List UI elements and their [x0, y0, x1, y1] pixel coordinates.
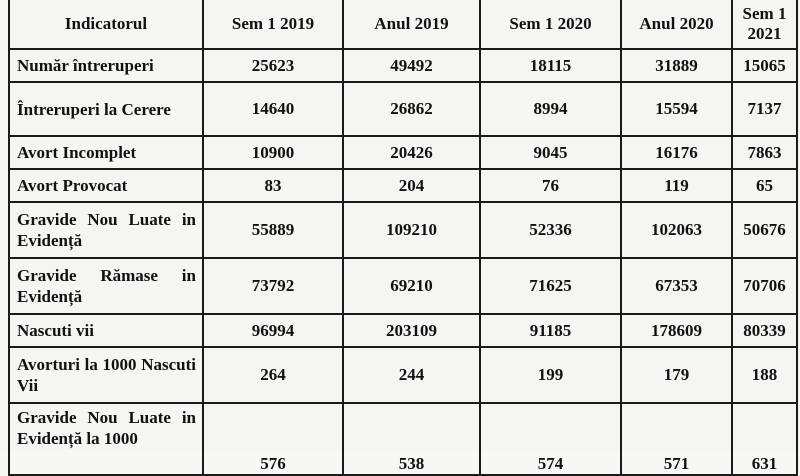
table-cell: 8994 — [480, 82, 621, 136]
table-cell: 244 — [343, 347, 480, 403]
col-header-year-2019: Anul 2019 — [343, 0, 480, 49]
table-cell: 76 — [480, 169, 621, 202]
table-cell: 188 — [732, 347, 797, 403]
table-cell: 31889 — [621, 49, 732, 82]
table-row — [9, 169, 797, 202]
table-cell: 25623 — [203, 49, 343, 82]
col-header-indicator: Indicatorul — [9, 0, 203, 49]
table-cell: 67353 — [621, 258, 732, 314]
table-cell: 179 — [621, 347, 732, 403]
table-cell: 10900 — [203, 136, 343, 169]
table-cell: 15594 — [621, 82, 732, 136]
table-cell: 80339 — [732, 314, 797, 347]
table-row — [9, 136, 797, 169]
table-cell: 631 — [732, 403, 797, 475]
col-header-sem1-2020: Sem 1 2020 — [480, 0, 621, 49]
row-label: Gravide Nou Luate in Evidență la 1000 — [9, 403, 203, 475]
table-cell: 55889 — [203, 202, 343, 258]
table-cell: 9045 — [480, 136, 621, 169]
table-cell: 65 — [732, 169, 797, 202]
table-cell: 204 — [343, 169, 480, 202]
indicators-table — [8, 0, 798, 476]
table-cell: 73792 — [203, 258, 343, 314]
table-cell: 264 — [203, 347, 343, 403]
table-cell: 14640 — [203, 82, 343, 136]
row-label: Număr întreruperi — [9, 49, 203, 82]
table-cell: 199 — [480, 347, 621, 403]
row-label: Întreruperi la Cerere — [9, 82, 203, 136]
table-cell: 119 — [621, 169, 732, 202]
row-label: Avort Provocat — [9, 169, 203, 202]
row-label: Nascuti vii — [9, 314, 203, 347]
table-cell: 50676 — [732, 202, 797, 258]
table-cell: 102063 — [621, 202, 732, 258]
table-cell: 576 — [203, 403, 343, 475]
table-cell: 538 — [343, 403, 480, 475]
table-cell: 96994 — [203, 314, 343, 347]
table-cell: 7137 — [732, 82, 797, 136]
table-cell: 69210 — [343, 258, 480, 314]
col-header-sem1-2019: Sem 1 2019 — [203, 0, 343, 49]
table-cell: 71625 — [480, 258, 621, 314]
row-label: Avorturi la 1000 Nascuti Vii — [9, 347, 203, 403]
col-header-sem1-2021: Sem 1 2021 — [732, 0, 797, 49]
table-cell: 49492 — [343, 49, 480, 82]
table-cell: 18115 — [480, 49, 621, 82]
table-cell: 26862 — [343, 82, 480, 136]
table-cell: 83 — [203, 169, 343, 202]
table-row — [9, 258, 797, 314]
table-cell: 574 — [480, 403, 621, 475]
row-label: Gravide Nou Luate in Evidență — [9, 202, 203, 258]
table-cell: 70706 — [732, 258, 797, 314]
table-cell: 203109 — [343, 314, 480, 347]
table-row — [9, 403, 797, 475]
table-cell: 571 — [621, 403, 732, 475]
row-label: Avort Incomplet — [9, 136, 203, 169]
table-cell: 91185 — [480, 314, 621, 347]
table-cell: 20426 — [343, 136, 480, 169]
table-row — [9, 314, 797, 347]
table-row — [9, 202, 797, 258]
col-header-year-2020: Anul 2020 — [621, 0, 732, 49]
table-cell: 15065 — [732, 49, 797, 82]
table-cell: 52336 — [480, 202, 621, 258]
table-row — [9, 347, 797, 403]
table-cell: 109210 — [343, 202, 480, 258]
header-row — [9, 0, 797, 49]
table-cell: 178609 — [621, 314, 732, 347]
table-row — [9, 82, 797, 136]
table-cell: 16176 — [621, 136, 732, 169]
table-row — [9, 49, 797, 82]
row-label: Gravide Rămase in Evidență — [9, 258, 203, 314]
table-cell: 7863 — [732, 136, 797, 169]
